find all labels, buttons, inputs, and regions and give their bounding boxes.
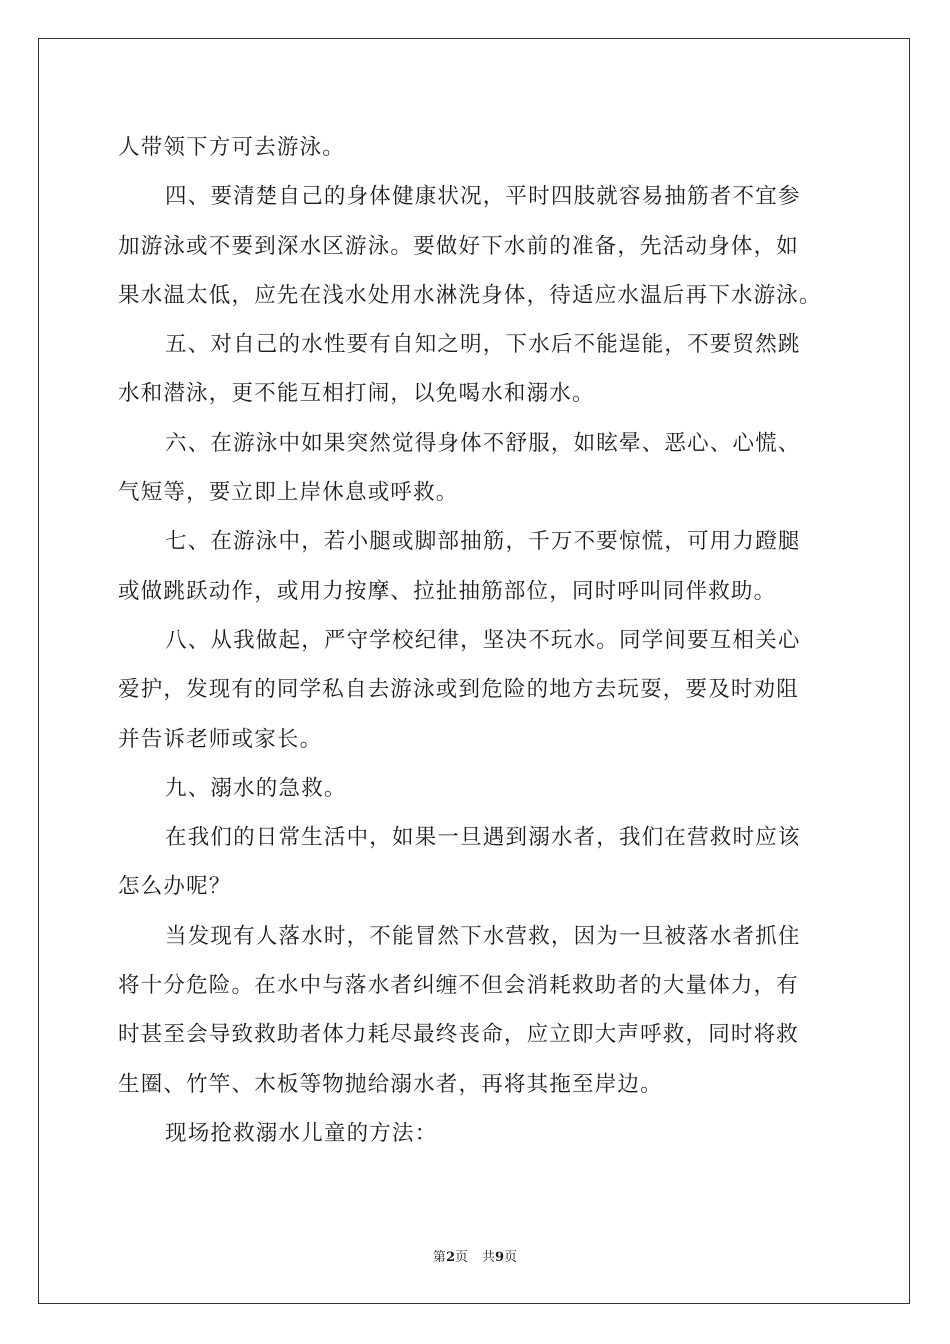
text-line: 四、要清楚自己的身体健康状况，平时四肢就容易抽筋者不宜参	[165, 184, 801, 210]
text-line: 七、在游泳中，若小腿或脚部抽筋，千万不要惊慌，可用力蹬腿	[165, 529, 801, 555]
document-body	[118, 123, 848, 1158]
text-line: 或做跳跃动作，或用力按摩、拉扯抽筋部位，同时呼叫同伴救助。	[118, 578, 777, 604]
text-line: 当发现有人落水时，不能冒然下水营救，因为一旦被落水者抓住	[165, 923, 801, 949]
text-line: 水和潜泳，更不能互相打闹，以免喝水和溺水。	[118, 381, 595, 407]
text-line: 九、溺水的急救。	[165, 775, 347, 801]
text-line: 加游泳或不要到深水区游泳。要做好下水前的准备，先活动身体，如	[118, 233, 800, 259]
text-line: 爱护，发现有的同学私自去游泳或到危险的地方去玩耍，要及时劝阻	[118, 677, 800, 703]
text-line: 怎么办呢？	[118, 874, 232, 900]
page-prefix: 第	[432, 1250, 446, 1265]
text-line: 现场抢救溺水儿童的方法：	[165, 1120, 438, 1146]
total-suffix: 页	[504, 1250, 518, 1265]
text-line: 五、对自己的水性要有自知之明，下水后不能逞能，不要贸然跳	[165, 332, 801, 358]
page-number: 2	[445, 1250, 455, 1265]
text-line: 人带领下方可去游泳。	[118, 135, 346, 160]
text-line: 将十分危险。在水中与落水者纠缠不但会消耗救助者的大量体力，有	[118, 973, 800, 999]
text-line: 时甚至会导致救助者体力耗尽最终丧命，应立即大声呼救，同时将救	[118, 1022, 800, 1048]
total-pages: 9	[495, 1250, 505, 1265]
text-line: 并告诉老师或家长。	[118, 726, 323, 752]
page-suffix: 页	[454, 1250, 468, 1265]
text-line: 气短等，要立即上岸休息或呼救。	[118, 480, 459, 506]
page-footer	[0, 1246, 950, 1265]
text-line: 生圈、竹竿、木板等物抛给溺水者，再将其拖至岸边。	[118, 1071, 663, 1097]
text-line: 果水温太低，应先在浅水处用水淋洗身体，待适应水温后再下水游泳。	[118, 282, 822, 308]
text-line: 在我们的日常生活中，如果一旦遇到溺水者，我们在营救时应该	[165, 825, 801, 851]
total-prefix: 共	[482, 1250, 496, 1265]
text-line: 八、从我做起，严守学校纪律，坚决不玩水。同学间要互相关心	[165, 627, 801, 653]
text-line: 六、在游泳中如果突然觉得身体不舒服，如眩晕、恶心、心慌、	[165, 430, 801, 456]
